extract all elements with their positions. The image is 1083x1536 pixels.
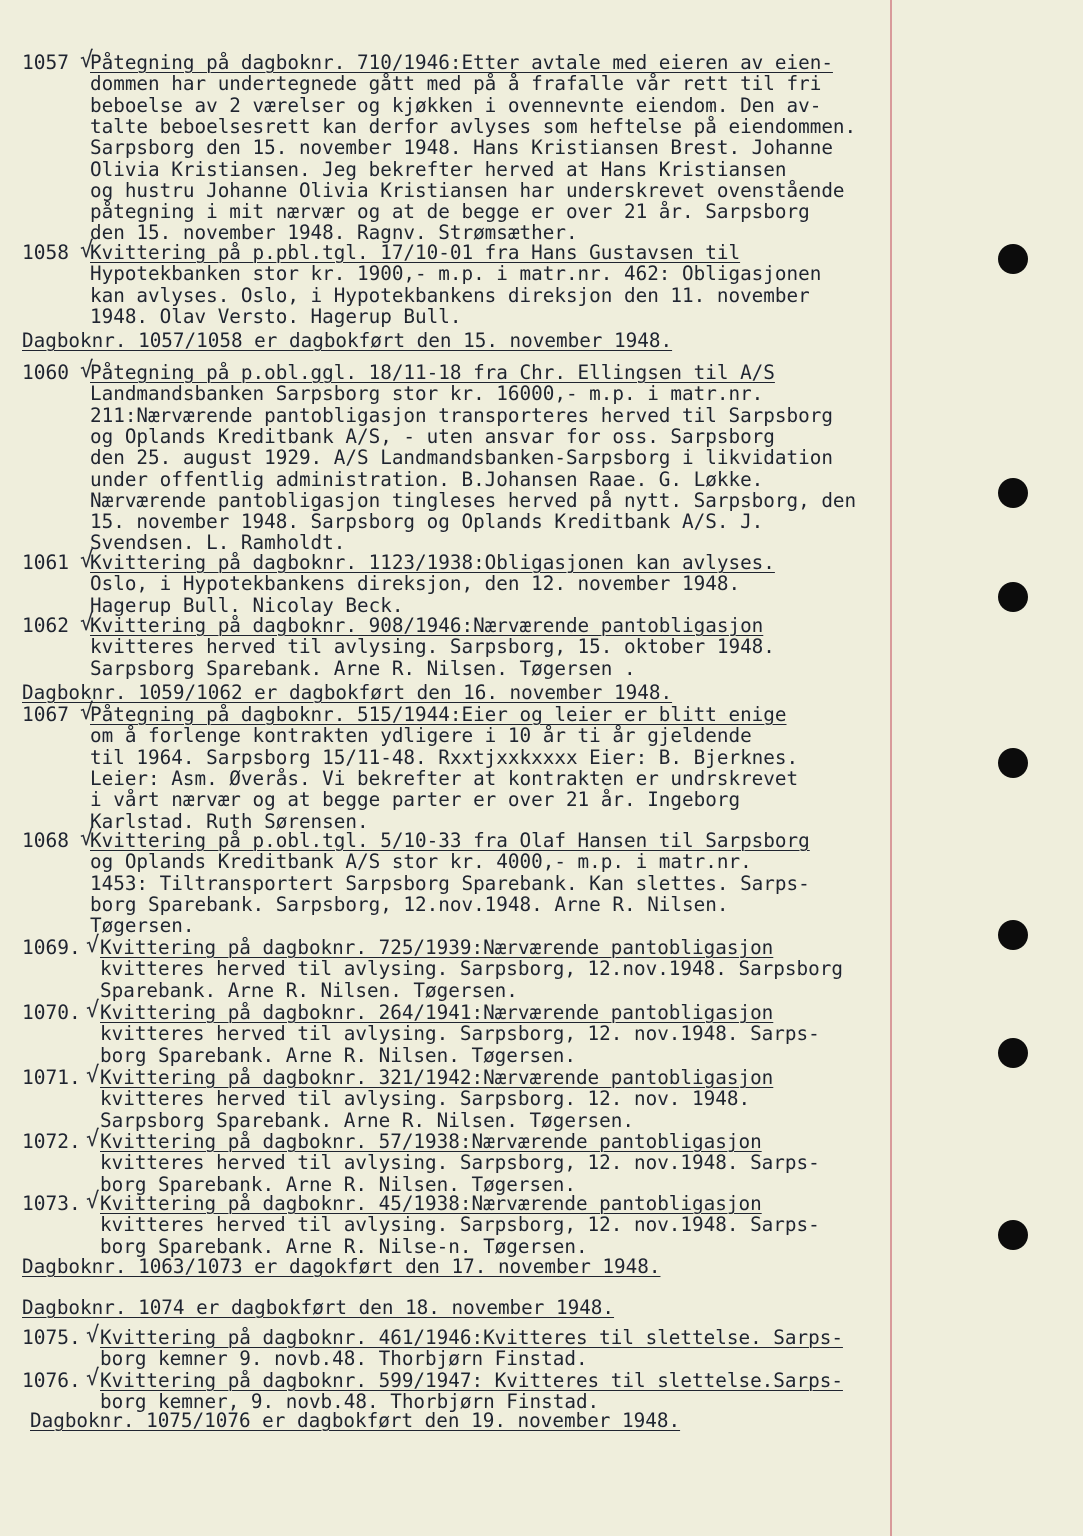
entry-number: 1073. <box>22 1192 81 1215</box>
entry-text-line: Sparebank. Arne R. Nilsen. Tøgersen. <box>100 978 518 1002</box>
entry-text-line: Nærværende pantobligasjon tingleses herved på nytt. Sarpsborg, den <box>90 488 857 512</box>
entry-number: 1058 <box>22 241 69 264</box>
entry-text-line: under offentlig administration. B.Johansen Raae. G. Løkke. <box>90 467 764 491</box>
entry-number: 1070. <box>22 1001 81 1024</box>
entry-text-line: kvitteres herved til avlysing. Sarpsborg, 12. nov.1948. Sarps- <box>100 1151 820 1175</box>
entry-text-line: Karlstad. Ruth Sørensen. <box>90 809 369 833</box>
checkmark-icon: √ <box>86 1063 100 1088</box>
entry-heading-line: Påtegning på p.obl.ggl. 18/11-18 fra Chr. Ellingsen til A/S <box>90 361 775 384</box>
punch-hole <box>998 748 1028 778</box>
punch-hole <box>998 244 1028 274</box>
entry-text-line: borg Sparebank. Arne R. Nilse-n. Tøgersen. <box>100 1234 588 1258</box>
entry-number: 1075. <box>22 1326 81 1349</box>
entry-heading-line: Påtegning på dagboknr. 515/1944:Eier og leier er blitt enige <box>90 703 787 726</box>
entry-heading-line: Kvittering på dagboknr. 461/1946:Kvitteres til slettelse. Sarps- <box>100 1326 843 1349</box>
punch-hole <box>998 1038 1028 1068</box>
entry-heading-line: Kvittering på dagboknr. 57/1938:Nærværende pantobligasjon <box>100 1130 762 1153</box>
entry-text-line: 1453: Tiltransportert Sarpsborg Sparebank. Kan slettes. Sarps- <box>90 871 810 895</box>
entry-number: 1067 <box>22 703 69 726</box>
dagbok-summary-line: Dagboknr. 1075/1076 er dagbokført den 19. november 1948. <box>30 1409 681 1432</box>
punch-hole <box>998 582 1028 612</box>
entry-text-line: borg Sparebank. Sarpsborg, 12.nov.1948. Arne R. Nilsen. <box>90 892 729 916</box>
entry-heading-line: Kvittering på dagboknr. 725/1939:Nærværende pantobligasjon <box>100 936 774 959</box>
dagbok-summary-line: Dagboknr. 1063/1073 er dagokført den 17. november 1948. <box>22 1255 661 1278</box>
entry-text-line: 1948. Olav Versto. Hagerup Bull. <box>90 304 462 328</box>
checkmark-icon: √ <box>80 48 94 73</box>
entry-text-line: Olivia Kristiansen. Jeg bekrefter herved at Hans Kristiansen <box>90 157 787 181</box>
entry-heading-line: Kvittering på p.pbl.tgl. 17/10-01 fra Hans Gustavsen til <box>90 241 741 264</box>
entry-text-line: Tøgersen. <box>90 914 195 938</box>
entry-text-line: og Oplands Kreditbank A/S, - uten ansvar for oss. Sarpsborg <box>90 424 775 448</box>
entry-text-line: Landmandsbanken Sarpsborg stor kr. 16000,- m.p. i matr.nr. <box>90 382 764 406</box>
entry-text-line: Leier: Asm. Øverås. Vi bekrefter at kontrakten er undrskrevet <box>90 766 799 790</box>
checkmark-icon: √ <box>86 1189 100 1214</box>
entry-text-line: Sarpsborg Sparebank. Arne R. Nilsen. Tøgersen. <box>100 1108 634 1132</box>
entry-text-line: om å forlenge kontrakten ydligere i 10 år ti år gjeldende <box>90 724 752 748</box>
entry-text-line: kan avlyses. Oslo, i Hypotekbankens direksjon den 11. november <box>90 283 810 307</box>
entry-text-line: 211:Nærværende pantobligasjon transporteres herved til Sarpsborg <box>90 403 833 427</box>
checkmark-icon: √ <box>80 826 94 851</box>
entry-text-line: kvitteres herved til avlysing. Sarpsborg, 12.nov.1948. Sarpsborg <box>100 957 843 981</box>
entry-text-line: Svendsen. L. Ramholdt. <box>90 531 346 555</box>
entry-number: 1069. <box>22 936 81 959</box>
entry-heading-line: Kvittering på dagboknr. 1123/1938:Obligasjonen kan avlyses. <box>90 551 775 574</box>
entry-text-line: påtegning i mit nærvær og at de begge er over 21 år. Sarpsborg <box>90 200 810 224</box>
margin-rule <box>890 0 892 1536</box>
entry-text-line: i vårt nærvær og at begge parter er over 21 år. Ingeborg <box>90 788 741 812</box>
entry-heading-line: Kvittering på dagboknr. 599/1947: Kvitteres til slettelse.Sarps- <box>100 1369 843 1392</box>
entry-heading-line: Kvittering på dagboknr. 264/1941:Nærværende pantobligasjon <box>100 1001 774 1024</box>
entry-number: 1068 <box>22 829 69 852</box>
entry-text-line: 15. november 1948. Sarpsborg og Oplands Kreditbank A/S. J. <box>90 510 764 534</box>
entry-number: 1061 <box>22 551 69 574</box>
entry-text-line: den 15. november 1948. Ragnv. Strømsæther. <box>90 221 578 245</box>
dagbok-summary-line: Dagboknr. 1074 er dagbokført den 18. november 1948. <box>22 1296 615 1319</box>
entry-text-line: beboelse av 2 værelser og kjøkken i ovennevnte eiendom. Den av- <box>90 93 822 117</box>
entry-heading-line: Kvittering på p.obl.tgl. 5/10-33 fra Olaf Hansen til Sarpsborg <box>90 829 810 852</box>
entry-heading-line: Påtegning på dagboknr. 710/1946:Etter avtale med eieren av eien- <box>90 51 833 74</box>
checkmark-icon: √ <box>86 933 100 958</box>
entry-heading-line: Kvittering på dagboknr. 908/1946:Nærværende pantobligasjon <box>90 614 764 637</box>
entry-text-line: til 1964. Sarpsborg 15/11-48. Rxxtjxxkxxxx Eier: B. Bjerknes. <box>90 745 799 769</box>
entry-number: 1060 <box>22 361 69 384</box>
checkmark-icon: √ <box>80 238 94 263</box>
entry-text-line: Sarpsborg den 15. november 1948. Hans Kristiansen Brest. Johanne <box>90 136 833 160</box>
entry-text-line: og Oplands Kreditbank A/S stor kr. 4000,- m.p. i matr.nr. <box>90 850 752 874</box>
punch-hole <box>998 478 1028 508</box>
checkmark-icon: √ <box>80 700 94 725</box>
checkmark-icon: √ <box>80 358 94 383</box>
entry-heading-line: Kvittering på dagboknr. 45/1938:Nærværende pantobligasjon <box>100 1192 762 1215</box>
checkmark-icon: √ <box>86 1366 100 1391</box>
entry-text-line: kvitteres herved til avlysing. Sarpsborg. 12. nov. 1948. <box>100 1087 751 1111</box>
entry-text-line: borg Sparebank. Arne R. Nilsen. Tøgersen. <box>100 1172 576 1196</box>
entry-text-line: dommen har undertegnede gått med på å frafalle vår rett til fri <box>90 72 822 96</box>
entry-text-line: borg kemner 9. novb.48. Thorbjørn Finstad. <box>100 1347 588 1371</box>
entry-number: 1071. <box>22 1066 81 1089</box>
entry-number: 1062 <box>22 614 69 637</box>
entry-heading-line: Kvittering på dagboknr. 321/1942:Nærværende pantobligasjon <box>100 1066 774 1089</box>
dagbok-summary-line: Dagboknr. 1059/1062 er dagbokført den 16. november 1948. <box>22 681 673 704</box>
entry-text-line: den 25. august 1929. A/S Landmandsbanken-Sarpsborg i likvidation <box>90 446 833 470</box>
entry-text-line: borg kemner, 9. novb.48. Thorbjørn Finstad. <box>100 1390 600 1414</box>
entry-text-line: Hypotekbanken stor kr. 1900,- m.p. i matr.nr. 462: Obligasjonen <box>90 262 822 286</box>
entry-text-line: talte beboelsesrett kan derfor avlyses som heftelse på eiendommen. <box>90 114 857 138</box>
entry-text-line: Sarpsborg Sparebank. Arne R. Nilsen. Tøgersen . <box>90 656 636 680</box>
entry-text-line: borg Sparebank. Arne R. Nilsen. Tøgersen. <box>100 1043 576 1067</box>
entry-text-line: Hagerup Bull. Nicolay Beck. <box>90 593 404 617</box>
entry-text-line: kvitteres herved til avlysing. Sarpsborg, 12. nov.1948. Sarps- <box>100 1022 820 1046</box>
checkmark-icon: √ <box>86 1127 100 1152</box>
punch-hole <box>998 920 1028 950</box>
checkmark-icon: √ <box>80 548 94 573</box>
entry-number: 1076. <box>22 1369 81 1392</box>
dagbok-summary-line: Dagboknr. 1057/1058 er dagbokført den 15. november 1948. <box>22 329 673 352</box>
checkmark-icon: √ <box>86 1323 100 1348</box>
punch-hole <box>998 1220 1028 1250</box>
entry-text-line: kvitteres herved til avlysing. Sarpsborg, 15. oktober 1948. <box>90 635 775 659</box>
entry-text-line: Oslo, i Hypotekbankens direksjon, den 12. november 1948. <box>90 572 741 596</box>
checkmark-icon: √ <box>80 611 94 636</box>
entry-text-line: kvitteres herved til avlysing. Sarpsborg, 12. nov.1948. Sarps- <box>100 1213 820 1237</box>
entry-number: 1072. <box>22 1130 81 1153</box>
entry-text-line: og hustru Johanne Olivia Kristiansen har underskrevet ovenstående <box>90 178 845 202</box>
checkmark-icon: √ <box>86 998 100 1023</box>
entry-number: 1057 <box>22 51 69 74</box>
